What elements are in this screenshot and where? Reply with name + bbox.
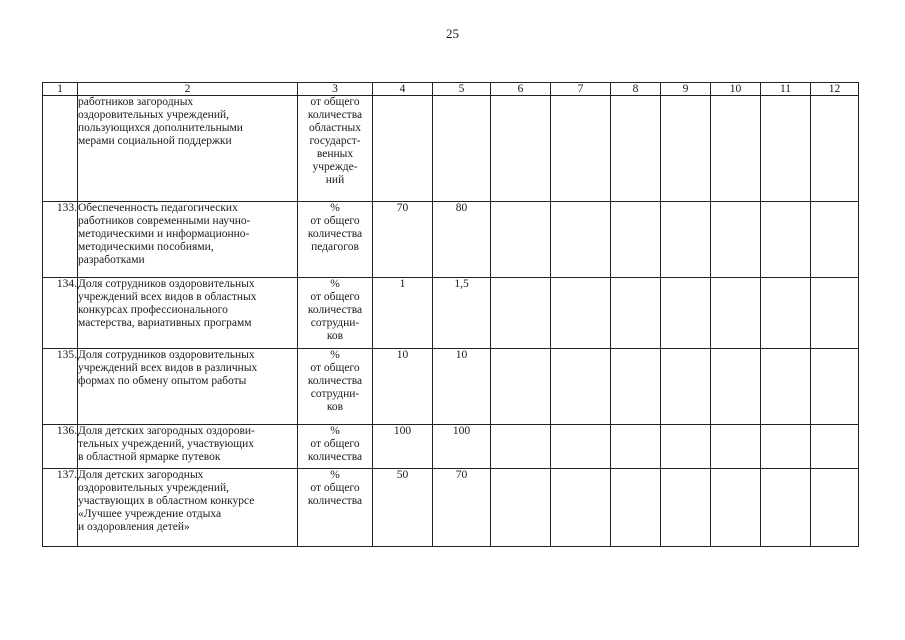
indicator-name: работников загородных оздоровительных учреждений, пользующихся дополнительными мерами социальной поддержки [78,96,298,202]
column-header: 4 [373,83,433,96]
value-col4: 10 [373,349,433,425]
value-col5 [433,96,491,202]
empty-cell [761,349,811,425]
table-row [43,278,859,349]
empty-cell [611,96,661,202]
column-header: 5 [433,83,491,96]
empty-cell [761,278,811,349]
table-row [43,349,859,425]
column-header: 1 [43,83,78,96]
empty-cell [491,278,551,349]
unit-of-measure: % от общего количества сотрудни- ков [298,278,373,349]
value-col5: 100 [433,425,491,469]
column-header: 11 [761,83,811,96]
empty-cell [811,96,859,202]
empty-cell [661,202,711,278]
empty-cell [491,425,551,469]
row-number: 137. [43,469,78,547]
column-header: 6 [491,83,551,96]
column-header: 3 [298,83,373,96]
empty-cell [551,349,611,425]
row-number: 134. [43,278,78,349]
value-col4: 100 [373,425,433,469]
empty-cell [811,469,859,547]
indicator-name: Доля сотрудников оздоровительных учреждений всех видов в различных формах по обмену опытом работы [78,349,298,425]
empty-cell [811,278,859,349]
indicator-name: Обеспеченность педагогических работников современными научно- методическими и информационно- методическими пособиями, разработками [78,202,298,278]
table-row [43,96,859,202]
row-number: 136. [43,425,78,469]
column-header: 2 [78,83,298,96]
column-header: 12 [811,83,859,96]
unit-of-measure: % от общего количества [298,425,373,469]
column-number-row [43,83,859,96]
empty-cell [551,96,611,202]
empty-cell [711,278,761,349]
empty-cell [661,425,711,469]
empty-cell [711,202,761,278]
empty-cell [611,278,661,349]
value-col5: 10 [433,349,491,425]
empty-cell [661,96,711,202]
row-number: 133. [43,202,78,278]
empty-cell [661,469,711,547]
empty-cell [711,349,761,425]
empty-cell [661,349,711,425]
empty-cell [611,425,661,469]
indicator-name: Доля детских загородных оздоровительных учреждений, участвующих в областном конкурсе «Лучшее учреждение отдыха и оздоровления детей» [78,469,298,547]
indicator-name: Доля сотрудников оздоровительных учреждений всех видов в областных конкурсах профессионального мастерства, вариативных программ [78,278,298,349]
empty-cell [761,96,811,202]
unit-of-measure: от общего количества областных государст- венных учрежде- ний [298,96,373,202]
column-header: 7 [551,83,611,96]
value-col5: 1,5 [433,278,491,349]
empty-cell [811,425,859,469]
empty-cell [711,96,761,202]
empty-cell [611,349,661,425]
value-col4: 50 [373,469,433,547]
empty-cell [491,202,551,278]
row-number [43,96,78,202]
empty-cell [811,202,859,278]
empty-cell [551,202,611,278]
column-header: 10 [711,83,761,96]
value-col5: 70 [433,469,491,547]
value-col4 [373,96,433,202]
empty-cell [761,202,811,278]
unit-of-measure: % от общего количества сотрудни- ков [298,349,373,425]
unit-of-measure: % от общего количества [298,469,373,547]
empty-cell [491,96,551,202]
empty-cell [711,469,761,547]
table-row [43,469,859,547]
empty-cell [611,469,661,547]
indicators-table [42,82,859,547]
empty-cell [491,469,551,547]
value-col4: 1 [373,278,433,349]
empty-cell [711,425,761,469]
empty-cell [661,278,711,349]
empty-cell [551,469,611,547]
empty-cell [611,202,661,278]
unit-of-measure: % от общего количества педагогов [298,202,373,278]
row-number: 135. [43,349,78,425]
table-row [43,202,859,278]
value-col4: 70 [373,202,433,278]
empty-cell [761,469,811,547]
table-row [43,425,859,469]
empty-cell [551,425,611,469]
empty-cell [811,349,859,425]
empty-cell [761,425,811,469]
empty-cell [491,349,551,425]
value-col5: 80 [433,202,491,278]
indicator-name: Доля детских загородных оздорови- тельных учреждений, участвующих в областной ярмарке путевок [78,425,298,469]
page-number: 25 [446,26,459,41]
column-header: 8 [611,83,661,96]
column-header: 9 [661,83,711,96]
empty-cell [551,278,611,349]
